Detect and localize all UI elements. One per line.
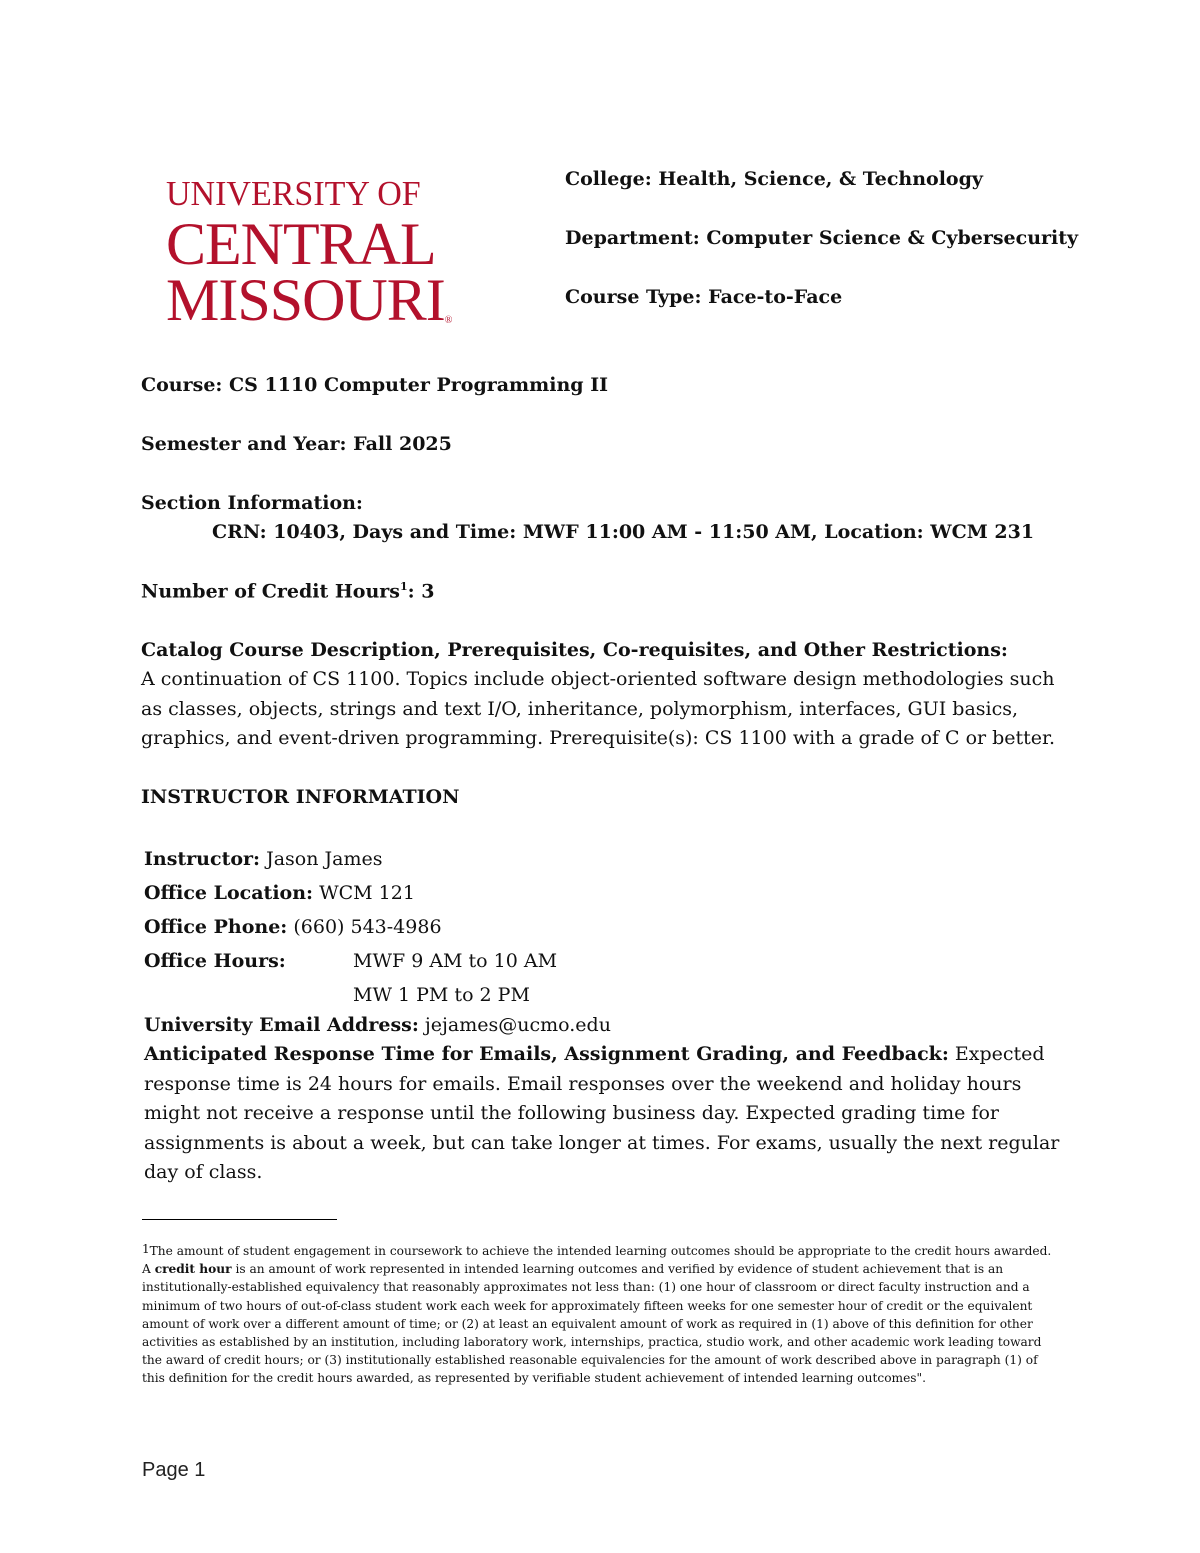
catalog-heading: Catalog Course Description, Prerequisites, Co-requisites, and Other Restrictions:	[141, 639, 1008, 661]
office-phone-line: Office Phone: (660) 543-4986	[144, 916, 442, 938]
department-line: Department: Computer Science & Cybersecurity	[565, 227, 1079, 249]
email-line: University Email Address: jejames@ucmo.edu	[144, 1014, 611, 1036]
section-detail: CRN: 10403, Days and Time: MWF 11:00 AM - 11:50 AM, Location: WCM 231	[212, 521, 1035, 543]
credit-hours-line: Number of Credit Hours$^1$: 3	[141, 580, 435, 603]
instructor-line: Instructor: Jason James	[144, 848, 383, 870]
course-type-line: Course Type: Face-to-Face	[565, 286, 843, 308]
response-time-paragraph: Anticipated Response Time for Emails, Assignment Grading, and Feedback: Expected response time is 24 hours for emails. Email responses over the weekend and holiday hours might not receive a response until the following business day. Expected grading time for assignments is about a week, but can take longer at times. For exams, usually the next regular day of class.	[144, 1043, 1060, 1183]
catalog-description: A continuation of CS 1100. Topics include object-oriented software design methodologies such as classes, objects, strings and text I/O, inheritance, polymorphism, interfaces, GUI basics, graphics, and event-driven programming. Prerequisite(s): CS 1100 with a grade of C or better.	[141, 668, 1056, 749]
page-number: Page 1	[142, 1459, 206, 1481]
office-hours-1: MWF 9 AM to 10 AM	[353, 950, 558, 972]
course-line: Course: CS 1110 Computer Programming II	[141, 374, 608, 396]
instructor-heading: INSTRUCTOR INFORMATION	[141, 786, 460, 808]
footnote-ref: 1	[400, 580, 408, 593]
logo-line-3: MISSOURI®	[166, 267, 452, 333]
semester-line: Semester and Year: Fall 2025	[141, 433, 452, 455]
college-line: College: Health, Science, & Technology	[565, 168, 983, 190]
section-heading: Section Information:	[141, 492, 363, 514]
logo-line-1: UNIVERSITY OF	[166, 175, 421, 214]
office-location-line: Office Location: WCM 121	[144, 882, 415, 904]
university-logo	[166, 175, 452, 333]
footnote-divider	[142, 1219, 337, 1220]
office-hours-2: MW 1 PM to 2 PM	[353, 984, 530, 1006]
office-hours-label: Office Hours:	[144, 950, 286, 972]
logo-line-2: CENTRAL	[166, 211, 436, 277]
email-link[interactable]: jejames@ucmo.edu	[418, 1014, 611, 1036]
footnote: $^1$The amount of student engagement in coursework to achieve the intended learning outcomes should be appropriate to the credit hours awarded. A credit hour is an amount of work represented in intended learning outcomes and verified by evidence of student achievement that is an institutionally-established equivalency that reasonably approximates not less than: (1) one hour of classroom or direct faculty instruction and a minimum of two hours of out-of-class student work each week for approximately fifteen weeks for one semester hour of credit or the equivalent amount of work over a different amount of time; or (2) at least an equivalent amount of work as required in (1) above of this definition for other activities as established by an institution, including laboratory work, internships, practica, studio work, and other academic work leading toward the award of credit hours; or (3) institutionally established reasonable equivalencies for the amount of work described above in paragraph (1) of this definition for the credit hours awarded, as represented by verifiable student achievement of intended learning outcomes".	[142, 1242, 1052, 1386]
